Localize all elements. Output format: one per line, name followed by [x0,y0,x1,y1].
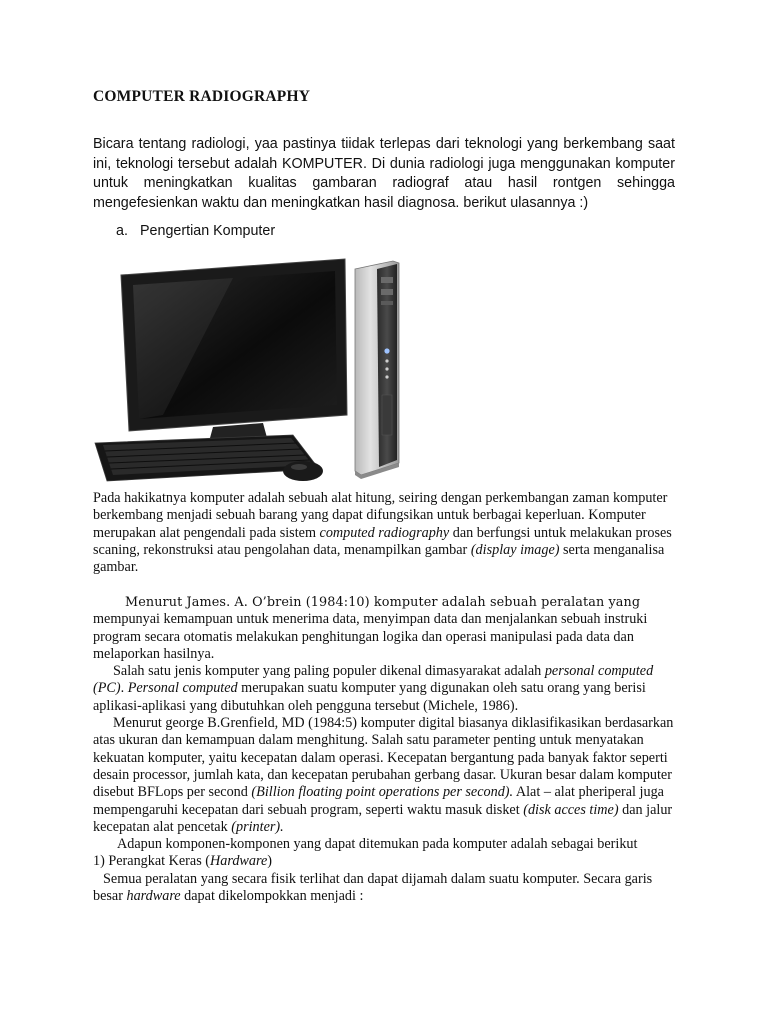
text-run: 1) Perangkat Keras ( [93,853,210,870]
tower-icon [355,261,399,479]
heading-hardware [93,853,683,870]
text-run: dan berfungsi untuk melakukan proses scaning, rekonstruksi atau pengolahan data, menampilkan gambar [93,524,672,558]
paragraph-block [93,594,683,905]
page-title: COMPUTER RADIOGRAPHY [93,88,311,105]
paragraph-pc [93,663,683,715]
italic-run: (printer). [231,818,284,835]
italic-run: (display image) [470,541,560,558]
italic-run: hardware [126,888,181,905]
italic-run: (Billion floating point operations per second). [251,784,514,801]
text-run: Semua peralatan yang secara fisik terlihat dan dapat dijamah dalam suatu komputer. Secara garis besar [93,870,653,905]
mouse-icon [283,461,323,481]
text-run: Menurut george B.Grenfield, MD (1984:5) komputer digital biasanya diklasifikasikan berdasarkan atas ukuran dan kemampuan dalam menghitung. Salah satu parameter penting untuk menyatakan kekuatan komputer, yaitu kecepatan dalam operasi. Kecepatan bergantung pada banyak faktor seperti desain processor, jumlah kata, dan kecepatan perubahan gerbang dasar. Ukuran besar dalam komputer disebut BFLops per second [93,715,674,801]
paragraph-hardware [93,871,683,906]
italic-run: computed radiography [319,524,450,541]
text-run: ) [267,853,273,870]
text-run: mempunyai kemampuan untuk menerima data, menyimpan data dan menjalankan sebuah instruki program secara otomatis melakukan penghitungan logika dan operasi manipulasi pada data dan melaporkan hasilnya. [93,611,648,662]
text-run: dan jalur kecepatan alat pencetak [93,801,673,835]
text-run: serta menganalisa gambar. [93,541,665,576]
text-run: Salah satu jenis komputer yang paling populer dikenal dimasyarakat adalah [113,663,545,680]
list-item-text: Pengertian Komputer [140,223,276,239]
text-run: merupakan suatu komputer yang digunakan oleh satu orang yang berisi aplikasi-aplikasi yang dibutuhkan oleh pengguna tersebut (Michele, 1986). [93,680,646,714]
italic-run: Personal computed [127,680,238,697]
desktop-computer-illustration [93,255,425,485]
paragraph-definition [93,490,683,576]
intro-paragraph: Bicara tentang radiologi, yaa pastinya tiidak terlepas dari teknologi yang berkembang saat ini, teknologi tersebut adalah KOMPUTER. Di dunia radiologi juga menggunakan komputer untuk meningkatkan kualitas gambaran radiograf atau hasil rontgen sehingga mengefesienkan waktu dan meningkatkan hasil diagnosa. berikut ulasannya :) [93,136,675,211]
paragraph-grenfield [93,715,683,836]
text-run: . [120,680,128,697]
text-run: dapat dikelompokkan menjadi : [180,888,364,905]
text-run: Adapun komponen-komponen yang dapat ditemukan pada komputer adalah sebagai berikut [117,836,638,853]
list-marker: a. [116,223,128,239]
paragraph-obrein [93,594,683,663]
text-run: Menurut James. A. O’brein (1984:10) komputer adalah sebuah peralatan yang [125,595,641,610]
italic-run: Hardware [210,853,268,870]
italic-run: (disk acces time) [523,801,619,818]
text-run: Alat – alat pheriperal juga mempengaruhi kecepatan dari sebuah program, seperti waktu masuk disket [93,784,664,818]
list-item-a [116,223,275,239]
paragraph-components [93,836,683,853]
text-run: Pada hakikatnya komputer adalah sebuah alat hitung, seiring dengan perkembangan zaman komputer berkembang menjadi sebuah barang yang dapat difungsikan untuk berbagai keperluan. Komputer merupakan alat pengendali pada sistem [93,490,668,541]
italic-run: personal computed (PC) [93,663,654,697]
